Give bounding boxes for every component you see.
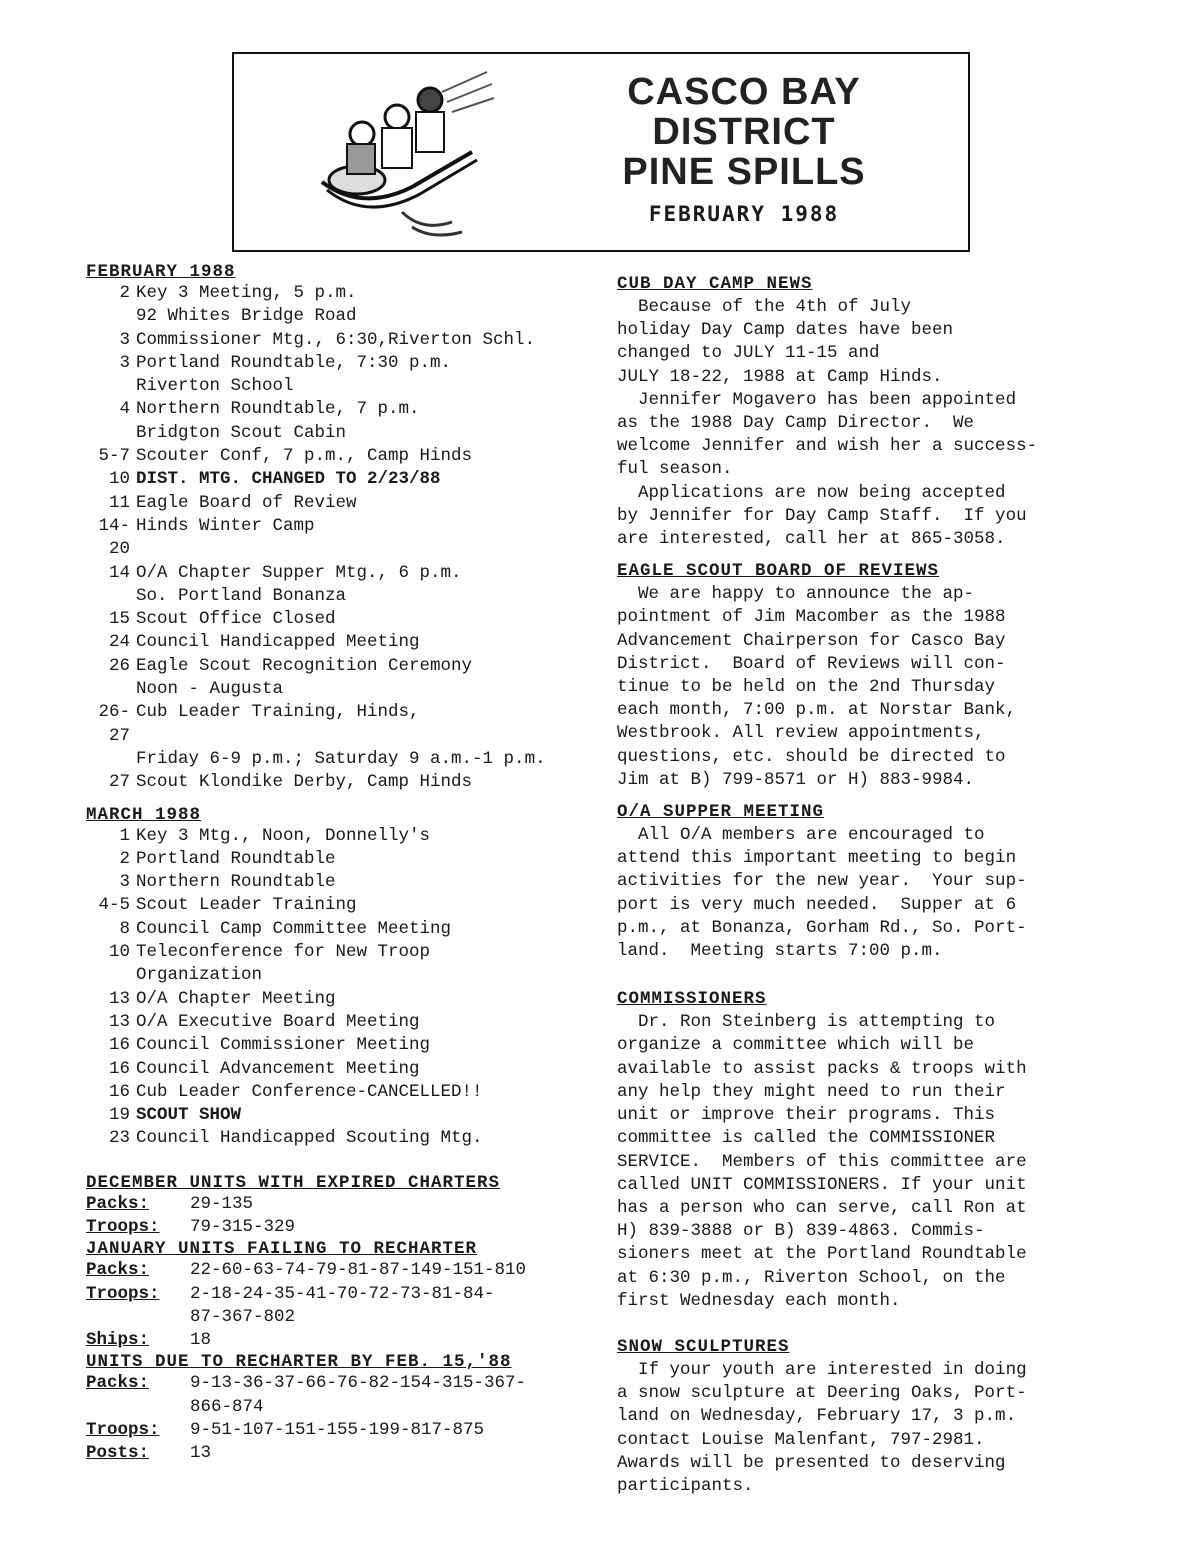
calendar-event xyxy=(86,678,606,701)
event-date: 26 xyxy=(108,655,130,676)
calendar-event xyxy=(86,375,606,398)
article-line: contact Louise Malenfant, 797-2981. xyxy=(617,1429,985,1450)
article-line: p.m., at Bonanza, Gorham Rd., So. Port- xyxy=(617,917,1027,938)
unit-row xyxy=(86,1372,606,1395)
calendar-event xyxy=(86,398,606,421)
event-text: Noon - Augusta xyxy=(136,679,284,700)
event-text: Organization xyxy=(136,965,263,986)
unit-type: Troops: xyxy=(86,1420,160,1441)
article-line: a snow sculpture at Deering Oaks, Port- xyxy=(617,1383,1027,1404)
cub-day-camp-heading: CUB DAY CAMP NEWS xyxy=(617,274,813,294)
article-line: questions, etc. should be directed to xyxy=(617,746,1006,767)
calendar-event xyxy=(86,1058,606,1081)
calendar-event xyxy=(86,1127,606,1150)
article-line: land on Wednesday, February 17, 3 p.m. xyxy=(617,1406,1017,1427)
unit-row xyxy=(86,1442,606,1465)
article-line: Applications are now being accepted xyxy=(617,482,1006,503)
article-line: District. Board of Reviews will con- xyxy=(617,653,1006,674)
title-line: PINE SPILLS xyxy=(622,151,866,193)
calendar-event xyxy=(86,1104,606,1127)
event-text: Council Camp Committee Meeting xyxy=(136,918,452,939)
event-date: 1 xyxy=(119,825,130,846)
event-date: 23 xyxy=(108,1128,130,1149)
event-date: 10 xyxy=(108,469,130,490)
event-date xyxy=(86,964,136,987)
article-line: first Wednesday each month. xyxy=(617,1290,901,1311)
event-date: 2 xyxy=(119,848,130,869)
unit-numbers: 9-13-36-37-66-76-82-154-315-367- xyxy=(190,1373,527,1394)
event-date: 8 xyxy=(119,918,130,939)
unit-type: Posts: xyxy=(86,1443,150,1464)
calendar-event xyxy=(86,894,606,917)
calendar-event xyxy=(86,655,606,678)
calendar-event xyxy=(86,848,606,871)
unit-row xyxy=(86,1329,606,1352)
calendar-event xyxy=(86,585,606,608)
unit-type: Troops: xyxy=(86,1216,160,1237)
article-line: port is very much needed. Supper at 6 xyxy=(617,894,1017,915)
calendar-event xyxy=(86,941,606,964)
article-line: organize a committee which will be xyxy=(617,1035,975,1056)
unit-row xyxy=(86,1283,606,1306)
event-text: Northern Roundtable, 7 p.m. xyxy=(136,399,420,420)
event-text: Scouter Conf, 7 p.m., Camp Hinds xyxy=(136,446,473,467)
calendar-event xyxy=(86,445,606,468)
event-text: Council Advancement Meeting xyxy=(136,1058,420,1079)
oa-article xyxy=(617,824,1097,963)
event-date: 4 xyxy=(119,399,130,420)
unit-row xyxy=(86,1259,606,1282)
article-line: each month, 7:00 p.m. at Norstar Bank, xyxy=(617,700,1017,721)
calendar-event xyxy=(86,305,606,328)
article-line: called UNIT COMMISSIONERS. If your unit xyxy=(617,1174,1027,1195)
event-date: 10 xyxy=(108,942,130,963)
article-line: Jennifer Mogavero has been appointed xyxy=(617,389,1017,410)
article-line: are interested, call her at 865-3058. xyxy=(617,529,1006,550)
calendar-column xyxy=(86,262,606,1466)
article-line: welcome Jennifer and wish her a success- xyxy=(617,436,1038,457)
event-date: 14 xyxy=(108,562,130,583)
newsletter-title xyxy=(534,72,954,192)
article-line: sioners meet at the Portland Roundtable xyxy=(617,1244,1027,1265)
article-line: All O/A members are encouraged to xyxy=(617,825,985,846)
article-line: We are happy to announce the ap- xyxy=(617,584,975,605)
calendar-event xyxy=(86,562,606,585)
unit-row xyxy=(86,1193,606,1216)
unit-numbers: 13 xyxy=(190,1443,212,1464)
article-line: committee is called the COMMISSIONER xyxy=(617,1128,996,1149)
february-events xyxy=(86,282,606,795)
calendar-event xyxy=(86,771,606,794)
event-date: 11 xyxy=(108,492,130,513)
unit-numbers: 2-18-24-35-41-70-72-73-81-84- xyxy=(190,1283,495,1304)
event-date: 16 xyxy=(108,1081,130,1102)
article-line: Awards will be presented to deserving xyxy=(617,1452,1006,1473)
calendar-event xyxy=(86,468,606,491)
article-line: at 6:30 p.m., Riverton School, on the xyxy=(617,1267,1006,1288)
article-line: has a person who can serve, call Ron at xyxy=(617,1197,1027,1218)
calendar-event xyxy=(86,329,606,352)
event-text: Council Commissioner Meeting xyxy=(136,1035,431,1056)
news-column xyxy=(617,272,1097,1498)
event-date: 13 xyxy=(108,988,130,1009)
article-line: attend this important meeting to begin xyxy=(617,848,1017,869)
february-heading: FEBRUARY 1988 xyxy=(86,262,236,282)
event-text: Cub Leader Training, Hinds, xyxy=(136,702,420,723)
event-text: DIST. MTG. CHANGED TO 2/23/88 xyxy=(136,469,441,490)
unit-type: Troops: xyxy=(86,1283,160,1304)
commissioners-article xyxy=(617,1011,1097,1313)
expired-charters xyxy=(86,1193,606,1240)
calendar-event xyxy=(86,918,606,941)
event-text: Cub Leader Conference-CANCELLED!! xyxy=(136,1081,483,1102)
event-text: Council Handicapped Scouting Mtg. xyxy=(136,1128,483,1149)
event-text: 92 Whites Bridge Road xyxy=(136,306,357,327)
event-date: 2 xyxy=(119,283,130,303)
article-line: Jim at B) 799-8571 or H) 883-9984. xyxy=(617,769,975,790)
unit-row xyxy=(86,1396,606,1419)
march-events xyxy=(86,825,606,1151)
event-text: Scout Leader Training xyxy=(136,895,357,916)
toboggan-scouts-icon xyxy=(302,62,502,242)
article-line: SERVICE. Members of this committee are xyxy=(617,1151,1027,1172)
event-date xyxy=(86,375,136,398)
event-text: Portland Roundtable xyxy=(136,848,336,869)
unit-type: Packs: xyxy=(86,1260,150,1281)
event-text: O/A Chapter Supper Mtg., 6 p.m. xyxy=(136,562,462,583)
unit-row xyxy=(86,1306,606,1329)
cub-day-camp-article xyxy=(617,296,1097,551)
unit-row xyxy=(86,1419,606,1442)
event-text: Key 3 Meeting, 5 p.m. xyxy=(136,283,357,303)
unit-numbers: 29-135 xyxy=(190,1193,254,1214)
article-line: JULY 18-22, 1988 at Camp Hinds. xyxy=(617,366,943,387)
unit-numbers: 18 xyxy=(190,1330,212,1351)
article-line: unit or improve their programs. This xyxy=(617,1105,996,1126)
article-line: If your youth are interested in doing xyxy=(617,1359,1027,1380)
event-text: Eagle Scout Recognition Ceremony xyxy=(136,655,473,676)
unit-numbers: 866-874 xyxy=(190,1396,264,1417)
event-date xyxy=(86,305,136,328)
unit-numbers: 79-315-329 xyxy=(190,1216,296,1237)
article-line: Advancement Chairperson for Casco Bay xyxy=(617,630,1006,651)
calendar-event xyxy=(86,631,606,654)
event-date: 16 xyxy=(108,1035,130,1056)
event-date: 16 xyxy=(108,1058,130,1079)
snow-heading: SNOW SCULPTURES xyxy=(617,1336,790,1357)
event-date: 14-20 xyxy=(98,515,130,560)
event-date: 4-5 xyxy=(98,895,130,916)
event-text: Scout Klondike Derby, Camp Hinds xyxy=(136,772,473,793)
article-line: activities for the new year. Your sup- xyxy=(617,871,1027,892)
event-text: So. Portland Bonanza xyxy=(136,585,347,606)
calendar-event xyxy=(86,988,606,1011)
event-date: 26-27 xyxy=(98,702,130,746)
calendar-event xyxy=(86,608,606,631)
title-line: CASCO BAY xyxy=(627,71,861,113)
event-text: Council Handicapped Meeting xyxy=(136,632,420,653)
due-recharter-heading: UNITS DUE TO RECHARTER BY FEB. 15,'88 xyxy=(86,1352,512,1373)
event-date: 24 xyxy=(108,632,130,653)
calendar-event xyxy=(86,1081,606,1104)
event-date xyxy=(86,678,136,701)
event-text: Bridgton Scout Cabin xyxy=(136,422,347,443)
calendar-event xyxy=(86,748,606,771)
article-line: Dr. Ron Steinberg is attempting to xyxy=(617,1012,996,1033)
unit-numbers: 22-60-63-74-79-81-87-149-151-810 xyxy=(190,1260,527,1281)
event-date xyxy=(86,748,136,771)
article-line: as the 1988 Day Camp Director. We xyxy=(617,413,975,434)
article-line: tinue to be held on the 2nd Thursday xyxy=(617,677,996,698)
expired-charters-heading: DECEMBER UNITS WITH EXPIRED CHARTERS xyxy=(86,1172,501,1193)
calendar-event xyxy=(86,964,606,987)
event-date: 15 xyxy=(108,609,130,630)
march-heading: MARCH 1988 xyxy=(86,804,202,825)
event-text: Commissioner Mtg., 6:30,Riverton Schl. xyxy=(136,329,536,350)
event-date xyxy=(86,585,136,608)
calendar-event xyxy=(86,422,606,445)
event-date: 13 xyxy=(108,1011,130,1032)
event-text: Scout Office Closed xyxy=(136,609,336,630)
event-text: SCOUT SHOW xyxy=(136,1105,242,1126)
calendar-event xyxy=(86,825,606,848)
calendar-event xyxy=(86,1011,606,1034)
calendar-event xyxy=(86,282,606,305)
article-line: H) 839-3888 or B) 839-4863. Commis- xyxy=(617,1221,985,1242)
event-date: 19 xyxy=(108,1105,130,1126)
title-line: DISTRICT xyxy=(652,111,836,153)
failing-recharter xyxy=(86,1259,606,1352)
article-line: by Jennifer for Day Camp Staff. If you xyxy=(617,505,1027,526)
unit-type xyxy=(86,1306,190,1329)
event-text: Teleconference for New Troop xyxy=(136,942,431,963)
event-text: Friday 6-9 p.m.; Saturday 9 a.m.-1 p.m. xyxy=(136,748,546,769)
unit-numbers: 87-367-802 xyxy=(190,1306,296,1327)
event-text: O/A Executive Board Meeting xyxy=(136,1011,420,1032)
eagle-article xyxy=(617,583,1097,792)
calendar-event xyxy=(86,1034,606,1057)
unit-type: Packs: xyxy=(86,1373,150,1394)
article-line: changed to JULY 11-15 and xyxy=(617,343,880,364)
article-line: Because of the 4th of July xyxy=(617,297,912,317)
event-date: 27 xyxy=(108,772,130,793)
oa-heading: O/A SUPPER MEETING xyxy=(617,802,825,823)
unit-type: Ships: xyxy=(86,1330,150,1351)
article-line: holiday Day Camp dates have been xyxy=(617,320,954,341)
calendar-event xyxy=(86,352,606,375)
article-line: any help they might need to run their xyxy=(617,1081,1006,1102)
event-text: Hinds Winter Camp xyxy=(136,515,315,536)
article-line: participants. xyxy=(617,1475,754,1496)
event-text: Eagle Board of Review xyxy=(136,492,357,513)
calendar-event xyxy=(86,515,606,562)
due-recharter xyxy=(86,1372,606,1465)
event-date: 3 xyxy=(119,872,130,893)
event-text: Key 3 Mtg., Noon, Donnelly's xyxy=(136,825,431,846)
eagle-heading: EAGLE SCOUT BOARD OF REVIEWS xyxy=(617,561,940,582)
article-line: ful season. xyxy=(617,459,733,480)
calendar-event xyxy=(86,492,606,515)
commissioners-heading: COMMISSIONERS xyxy=(617,989,767,1010)
unit-type: Packs: xyxy=(86,1193,150,1214)
article-line: available to assist packs & troops with xyxy=(617,1058,1027,1079)
unit-numbers: 9-51-107-151-155-199-817-875 xyxy=(190,1420,485,1441)
snow-article xyxy=(617,1359,1097,1498)
article-line: Westbrook. All review appointments, xyxy=(617,723,985,744)
unit-row xyxy=(86,1216,606,1239)
calendar-event xyxy=(86,701,606,748)
calendar-event xyxy=(86,871,606,894)
masthead xyxy=(232,52,970,252)
issue-date: FEBRUARY 1988 xyxy=(648,202,840,226)
event-date: 3 xyxy=(119,352,130,373)
article-line: pointment of Jim Macomber as the 1988 xyxy=(617,607,1006,628)
failing-recharter-heading: JANUARY UNITS FAILING TO RECHARTER xyxy=(86,1239,478,1260)
event-date xyxy=(86,422,136,445)
event-text: Riverton School xyxy=(136,376,294,397)
article-line: land. Meeting starts 7:00 p.m. xyxy=(617,941,943,962)
event-date: 3 xyxy=(119,329,130,350)
unit-type xyxy=(86,1396,190,1419)
event-text: O/A Chapter Meeting xyxy=(136,988,336,1009)
event-text: Northern Roundtable xyxy=(136,872,336,893)
event-text: Portland Roundtable, 7:30 p.m. xyxy=(136,352,452,373)
event-date: 5-7 xyxy=(98,446,130,467)
